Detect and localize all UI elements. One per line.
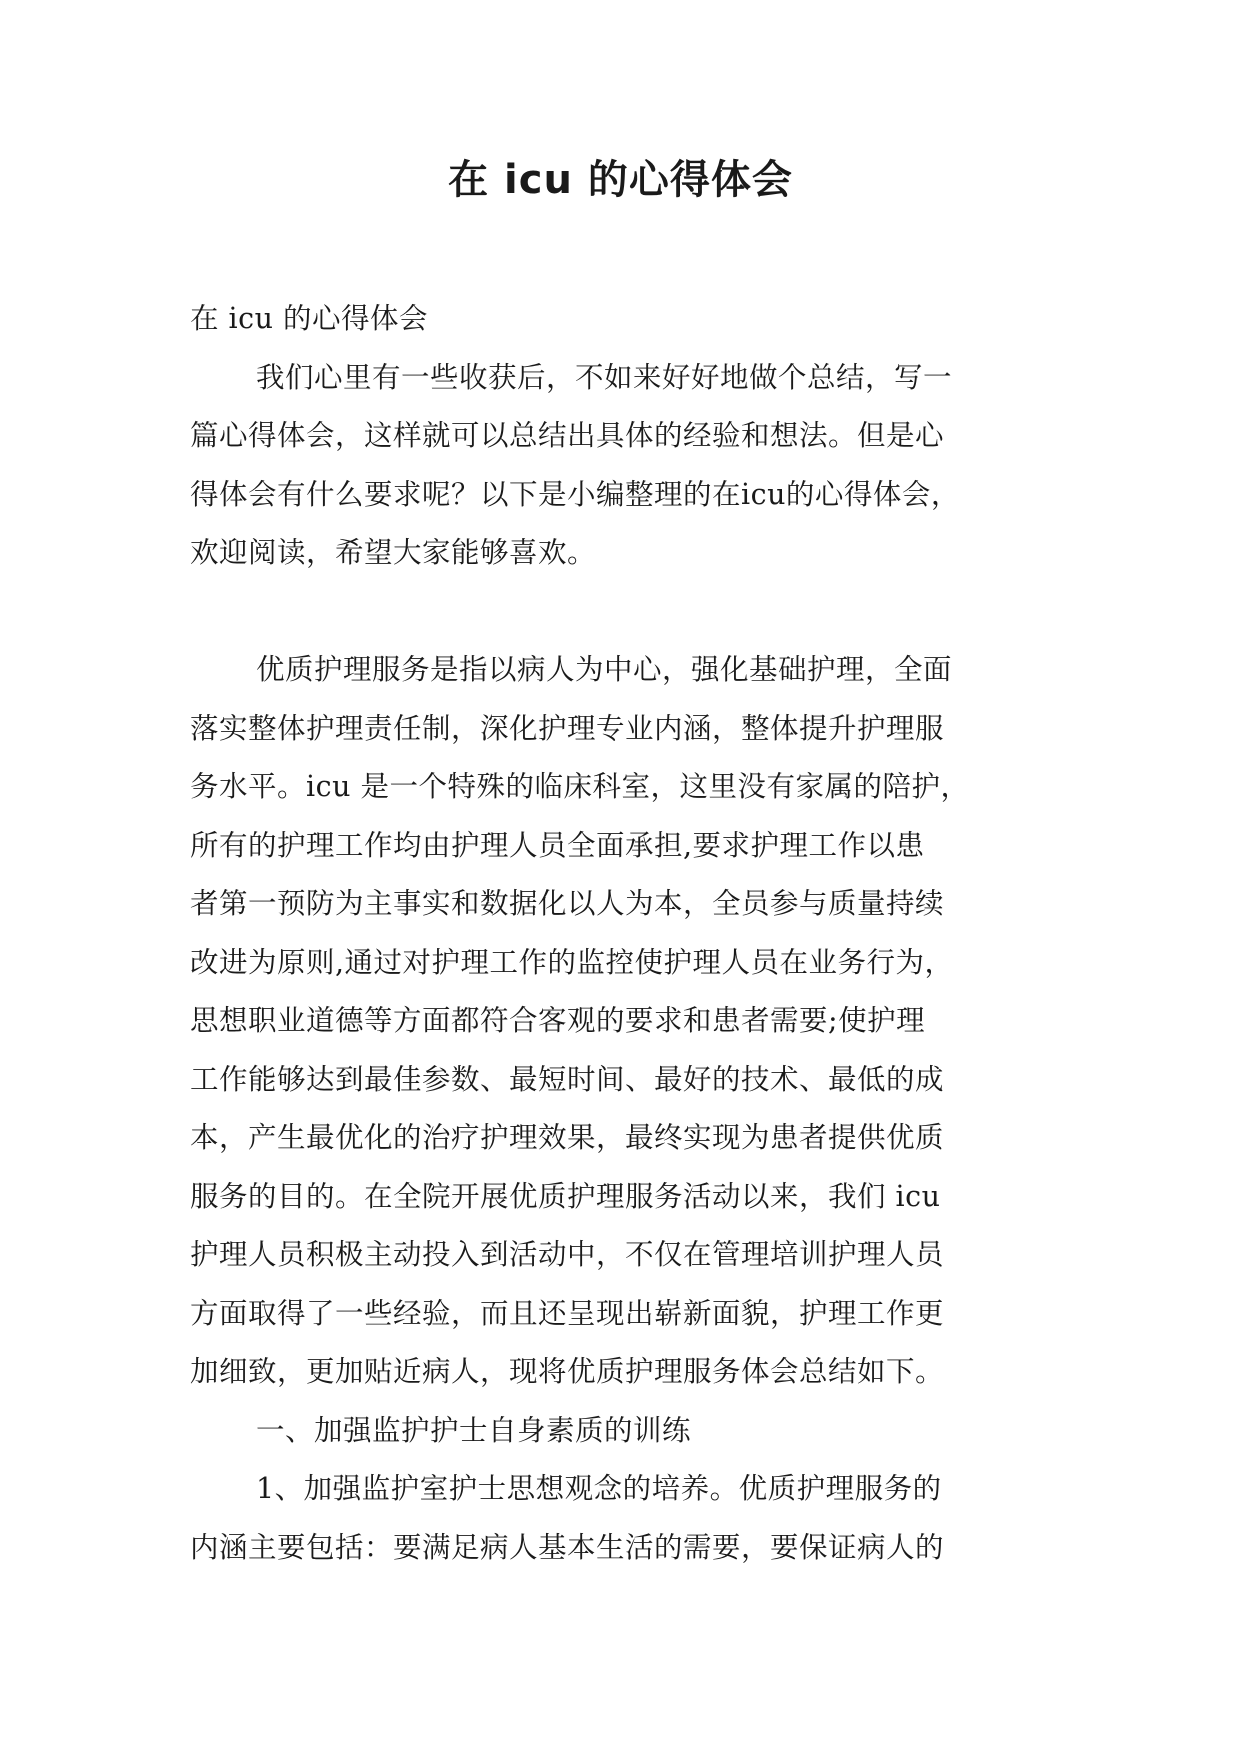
intro-line: 我们心里有一些收获后，不如来好好地做个总结，写一 [256,360,953,394]
body-line: 思想职业道德等方面都符合客观的要求和患者需要;使护理 [190,1004,926,1037]
body-line: 改进为原则,通过对护理工作的监控使护理人员在业务行为， [190,945,954,979]
intro-line: 得体会有什么要求呢？以下是小编整理的在icu的心得体会， [190,477,960,511]
document-body [190,290,1052,1577]
body-line: 内涵主要包括：要满足病人基本生活的需要，要保证病人的 [190,1530,945,1564]
body-line: 加细致，更加贴近病人，现将优质护理服务体会总结如下。 [190,1355,945,1388]
body-line: 工作能够达到最佳参数、最短时间、最好的技术、最低的成 [190,1062,945,1096]
body-line: 护理人员积极主动投入到活动中，不仅在管理培训护理人员 [190,1238,945,1271]
body-line: 所有的护理工作均由护理人员全面承担,要求护理工作以患 [190,828,925,862]
body-line: 服务的目的。在全院开展优质护理服务活动以来，我们 icu [190,1179,941,1213]
body-line: 1、加强监护室护士思想观念的培养。优质护理服务的 [256,1472,942,1505]
body-line: 者第一预防为主事实和数据化以人为本，全员参与质量持续 [190,887,945,920]
body-line: 方面取得了一些经验，而且还呈现出崭新面貌，护理工作更 [190,1296,945,1330]
body-line: 本，产生最优化的治疗护理效果，最终实现为患者提供优质 [190,1121,945,1154]
intro-line: 篇心得体会，这样就可以总结出具体的经验和想法。但是心 [190,419,945,452]
document-title: 在 icu 的心得体会 [448,157,793,203]
intro-line: 欢迎阅读，希望大家能够喜欢。 [190,536,597,569]
body-line: 落实整体护理责任制，深化护理专业内涵，整体提升护理服 [190,711,945,745]
body-line: 优质护理服务是指以病人为中心，强化基础护理，全面 [256,653,953,686]
body-line: 务水平。icu 是一个特殊的临床科室，这里没有家属的陪护， [190,770,970,803]
section-heading: 一、加强监护护士自身素质的训练 [256,1413,692,1447]
subtitle-line: 在 icu 的心得体会 [190,302,429,335]
paragraph-gap [190,583,1052,642]
